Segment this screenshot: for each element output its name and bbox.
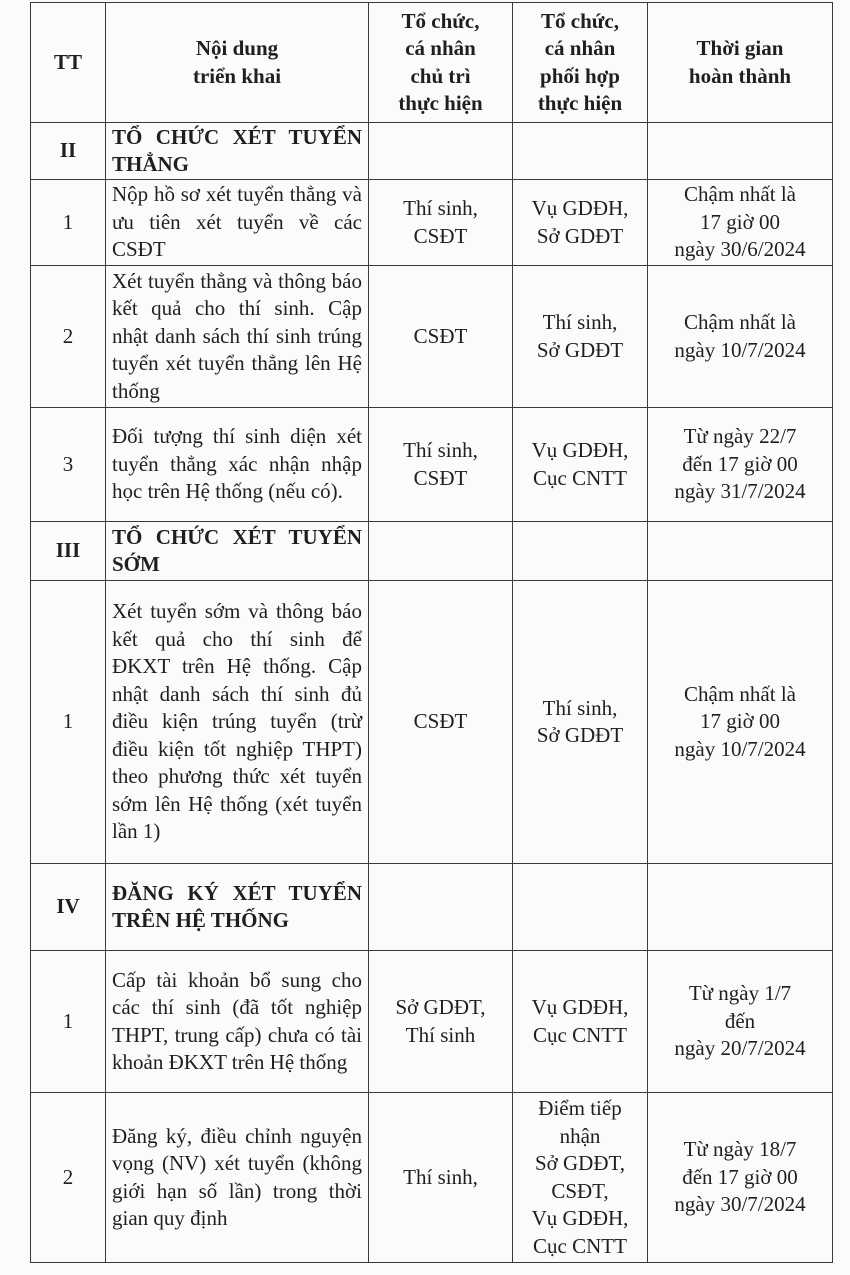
row-number: 1 xyxy=(31,581,106,864)
row-content: Đối tượng thí sinh diện xét tuyển thẳng xác nhận nhập học trên Hệ thống (nếu có). xyxy=(106,408,369,522)
row-time: Chậm nhất là 17 giờ 00 ngày 10/7/2024 xyxy=(648,581,833,864)
header-tt: TT xyxy=(31,3,106,123)
row-content: Đăng ký, điều chỉnh nguyện vọng (NV) xét tuyển (không giới hạn số lần) trong thời gian quy định xyxy=(106,1093,369,1263)
row-content: Xét tuyển sớm và thông báo kết quả cho thí sinh để ĐKXT trên Hệ thống. Cập nhật danh sách thí sinh đủ điều kiện trúng tuyển (trừ điều kiện tốt nghiệp THPT) theo phương thức xét tuyển sớm lên Hệ thống (xét tuyển lần 1) xyxy=(106,581,369,864)
header-lead: Tổ chức, cá nhân chủ trì thực hiện xyxy=(369,3,513,123)
table-row xyxy=(31,266,833,408)
row-time: Từ ngày 1/7 đến ngày 20/7/2024 xyxy=(648,951,833,1093)
row-lead: CSĐT xyxy=(369,581,513,864)
row-content: Cấp tài khoản bổ sung cho các thí sinh (đã tốt nghiệp THPT, trung cấp) chưa có tài khoản ĐKXT trên Hệ thống xyxy=(106,951,369,1093)
row-coord: Vụ GDĐH, Cục CNTT xyxy=(513,951,648,1093)
row-coord: Điểm tiếp nhận Sở GDĐT, CSĐT, Vụ GDĐH, Cục CNTT xyxy=(513,1093,648,1263)
section-number: IV xyxy=(31,864,106,951)
row-number: 2 xyxy=(31,1093,106,1263)
section-number: III xyxy=(31,522,106,581)
section-title: TỔ CHỨC XÉT TUYỂN SỚM xyxy=(106,522,369,581)
table-row xyxy=(31,1093,833,1263)
row-content: Nộp hồ sơ xét tuyển thẳng và ưu tiên xét tuyển về các CSĐT xyxy=(106,180,369,266)
row-time: Từ ngày 18/7 đến 17 giờ 00 ngày 30/7/2024 xyxy=(648,1093,833,1263)
section-row xyxy=(31,522,833,581)
row-time: Chậm nhất là 17 giờ 00 ngày 30/6/2024 xyxy=(648,180,833,266)
section-row xyxy=(31,864,833,951)
row-coord: Vụ GDĐH, Sở GDĐT xyxy=(513,180,648,266)
row-coord: Thí sinh, Sở GDĐT xyxy=(513,581,648,864)
row-lead: CSĐT xyxy=(369,266,513,408)
row-lead: Thí sinh, CSĐT xyxy=(369,180,513,266)
section-title: TỔ CHỨC XÉT TUYỂN THẲNG xyxy=(106,123,369,180)
row-coord: Thí sinh, Sở GDĐT xyxy=(513,266,648,408)
row-time: Chậm nhất là ngày 10/7/2024 xyxy=(648,266,833,408)
table-row xyxy=(31,180,833,266)
row-number: 3 xyxy=(31,408,106,522)
row-number: 1 xyxy=(31,951,106,1093)
table-row xyxy=(31,951,833,1093)
row-lead: Thí sinh, xyxy=(369,1093,513,1263)
table-row xyxy=(31,581,833,864)
row-number: 1 xyxy=(31,180,106,266)
table-row xyxy=(31,408,833,522)
row-lead: Sở GDĐT, Thí sinh xyxy=(369,951,513,1093)
header-coord: Tổ chức, cá nhân phối hợp thực hiện xyxy=(513,3,648,123)
schedule-table xyxy=(30,2,833,1263)
row-number: 2 xyxy=(31,266,106,408)
row-coord: Vụ GDĐH, Cục CNTT xyxy=(513,408,648,522)
row-lead: Thí sinh, CSĐT xyxy=(369,408,513,522)
header-row xyxy=(31,3,833,123)
section-row xyxy=(31,123,833,180)
row-time: Từ ngày 22/7 đến 17 giờ 00 ngày 31/7/2024 xyxy=(648,408,833,522)
header-content: Nội dung triển khai xyxy=(106,3,369,123)
section-title: ĐĂNG KÝ XÉT TUYỂN TRÊN HỆ THỐNG xyxy=(106,864,369,951)
header-time: Thời gian hoàn thành xyxy=(648,3,833,123)
section-number: II xyxy=(31,123,106,180)
row-content: Xét tuyển thẳng và thông báo kết quả cho thí sinh. Cập nhật danh sách thí sinh trúng tuyển xét tuyển thẳng lên Hệ thống xyxy=(106,266,369,408)
